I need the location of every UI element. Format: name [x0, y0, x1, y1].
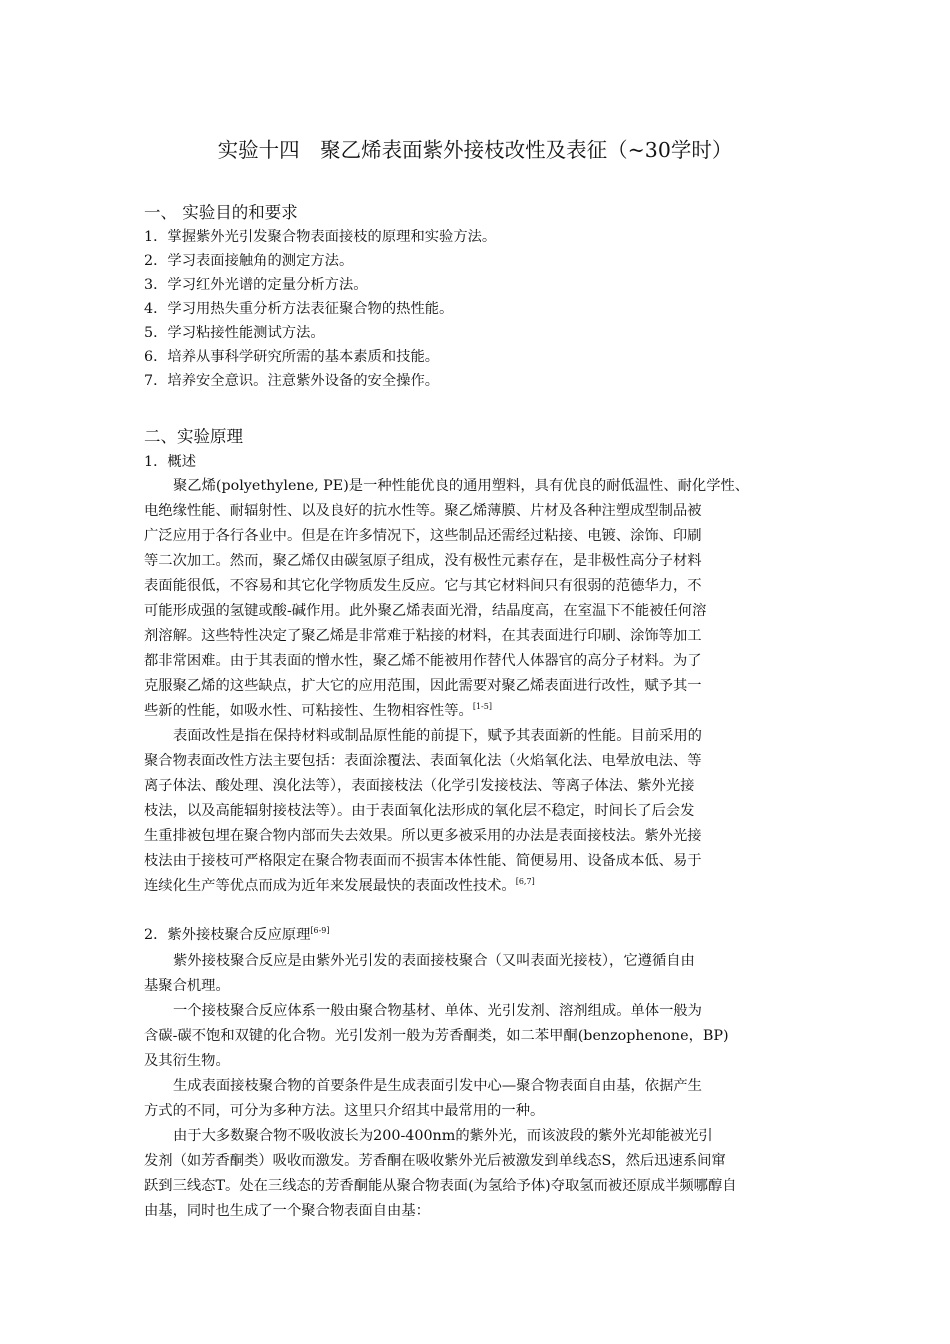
subsection-text: 2．紫外接枝聚合反应原理 — [144, 927, 311, 943]
section-heading-principle: 二、实验原理 — [144, 427, 243, 446]
citation-ref: [6-9] — [310, 926, 330, 935]
paragraph-line: 由于大多数聚合物不吸收波长为200-400nm的紫外光，而该波段的紫外光却能被光引 — [173, 1128, 713, 1144]
paragraph-line — [144, 875, 535, 897]
paragraph-line: 及其衍生物。 — [144, 1053, 230, 1069]
paragraph-line: 广泛应用于各行各业中。但是在许多情况下，这些制品还需经过粘接、电镀、涂饰、印刷 — [144, 528, 702, 544]
paragraph-line: 表面能很低，不容易和其它化学物质发生反应。它与其它材料间只有很弱的范德华力，不 — [144, 578, 702, 594]
paragraph-line — [144, 700, 492, 722]
list-item: 7．培养安全意识。注意紫外设备的安全操作。 — [144, 373, 440, 389]
paragraph-line: 基聚合机理。 — [144, 978, 230, 994]
section-heading-objectives: 一、 实验目的和要求 — [144, 203, 298, 222]
paragraph-line: 生重排被包埋在聚合物内部而失去效果。所以更多被采用的办法是表面接枝法。紫外光接 — [144, 828, 702, 844]
paragraph-line: 表面改性是指在保持材料或制品原性能的前提下，赋予其表面新的性能。目前采用的 — [173, 728, 702, 744]
citation-ref: [1-5] — [472, 702, 492, 711]
paragraph-text: 连续化生产等优点而成为近年来发展最快的表面改性技术。 — [144, 878, 516, 894]
list-item: 5．学习粘接性能测试方法。 — [144, 325, 325, 341]
paragraph-line: 方式的不同，可分为多种方法。这里只介绍其中最常用的一种。 — [144, 1103, 545, 1119]
paragraph-line: 紫外接枝聚合反应是由紫外光引发的表面接枝聚合（又叫表面光接枝），它遵循自由 — [173, 953, 695, 969]
paragraph-line: 等二次加工。然而，聚乙烯仅由碳氢原子组成，没有极性元素存在，是非极性高分子材料 — [144, 553, 702, 569]
subsection-heading-uv-grafting — [144, 924, 330, 946]
list-item: 6．培养从事科学研究所需的基本素质和技能。 — [144, 349, 440, 365]
paragraph-line: 离子体法、酸处理、溴化法等），表面接枝法（化学引发接枝法、等离子体法、紫外光接 — [144, 778, 695, 794]
citation-ref: [6,7] — [515, 877, 535, 886]
paragraph-line: 发剂（如芳香酮类）吸收而激发。芳香酮在吸收紫外光后被激发到单线态S，然后迅速系间窜 — [144, 1153, 726, 1169]
subsection-heading-overview: 1．概述 — [144, 454, 196, 470]
paragraph-line: 克服聚乙烯的这些缺点，扩大它的应用范围，因此需要对聚乙烯表面进行改性，赋予其一 — [144, 678, 702, 694]
paragraph-line: 由基，同时也生成了一个聚合物表面自由基： — [144, 1203, 430, 1219]
paragraph-line: 含碳-碳不饱和双键的化合物。光引发剂一般为芳香酮类，如二苯甲酮(benzophenone，BP) — [144, 1028, 729, 1044]
paragraph-line: 一个接枝聚合反应体系一般由聚合物基材、单体、光引发剂、溶剂组成。单体一般为 — [173, 1003, 702, 1019]
paragraph-line: 跃到三线态T。处在三线态的芳香酮能从聚合物表面(为氢给予体)夺取氢而被还原成半频哪醇自 — [144, 1178, 737, 1194]
list-item: 2．学习表面接触角的测定方法。 — [144, 253, 354, 269]
list-item: 4．学习用热失重分析方法表征聚合物的热性能。 — [144, 301, 454, 317]
paragraph-line: 生成表面接枝聚合物的首要条件是生成表面引发中心—聚合物表面自由基，依据产生 — [173, 1078, 702, 1094]
paragraph-line: 剂溶解。这些特性决定了聚乙烯是非常难于粘接的材料，在其表面进行印刷、涂饰等加工 — [144, 628, 702, 644]
list-item: 1．掌握紫外光引发聚合物表面接枝的原理和实验方法。 — [144, 229, 497, 245]
paragraph-line: 聚合物表面改性方法主要包括：表面涂覆法、表面氧化法（火焰氧化法、电晕放电法、等 — [144, 753, 702, 769]
page-title: 实验十四 聚乙烯表面紫外接枝改性及表征（~30学时） — [217, 138, 733, 162]
paragraph-line: 枝法由于接枝可严格限定在聚合物表面而不损害本体性能、简便易用、设备成本低、易于 — [144, 853, 702, 869]
paragraph-line: 都非常困难。由于其表面的憎水性，聚乙烯不能被用作替代人体器官的高分子材料。为了 — [144, 653, 702, 669]
paragraph-text: 些新的性能，如吸水性、可粘接性、生物相容性等。 — [144, 703, 473, 719]
paragraph-line: 可能形成强的氢键或酸-碱作用。此外聚乙烯表面光滑，结晶度高，在室温下不能被任何溶 — [144, 603, 707, 619]
paragraph-line: 电绝缘性能、耐辐射性、以及良好的抗水性等。聚乙烯薄膜、片材及各种注塑成型制品被 — [144, 503, 702, 519]
paragraph-line: 枝法，以及高能辐射接枝法等）。由于表面氧化法形成的氧化层不稳定，时间长了后会发 — [144, 803, 695, 819]
paragraph-line: 聚乙烯(polyethylene, PE)是一种性能优良的通用塑料，具有优良的耐低温性、耐化学性、 — [173, 478, 750, 494]
list-item: 3．学习红外光谱的定量分析方法。 — [144, 277, 368, 293]
